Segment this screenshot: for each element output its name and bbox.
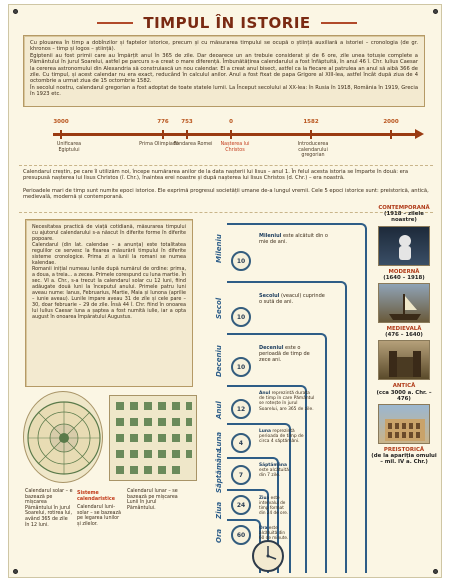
unit-desc-term: Secolul [259,293,280,299]
timeline-label: Fondarea Romei [173,142,213,147]
page-title: TIMPUL ÎN ISTORIE [143,14,311,32]
timeline-arrow-icon [415,129,424,139]
unit-desc-month [259,429,305,445]
calendar-paragraph-3: Romanii inițial numeau lunile după numărul de ordine: prima, a doua, a treia... a zecea. Primele corespund cu luna martie. În sec. VI a. Chr., s-a trecut la calendarul solar cu 12 luni, fiind adăugate două luni la începutul anului. Primele patru luni aveau nume: Ianus, Februarius, Martie, Maia și Iunona (aprilie – iunie aveau). Lunile impare aveau 31 de zile și cele pare – 30, doar februarie – 29 de zile. Însă 44 î. Chr. fiind în onoarea lui Iulius Caesar luna a șaptea a fost numită iulie, iar a opta august în onoarea împăratului Augustus. [32,266,186,320]
timeline-tick [60,130,62,139]
unit-name-decade: Deceniu [215,345,223,377]
modern-era-image [378,283,430,323]
intro-paragraph-2: Egiptenii au fost primii care au împărțit anul în 365 de zile. Dar deoarece un an trebuie considerat și de 6 ore, zile unea totușie complete a Pământului în jurul Soarelui, astfel pe parcurs s-a creat o mare diferență. Îmbunătățirea calendarului a fost înfăptuită, în anul 46 î. Chr. Iulius Caesar la cererea astronomului din Alexandria să construiască un nou calendar. El a creat anul bisect, astfel ca la fiecare al patrulea an anul să aibă 366 de zile. Cu timpul, și acest calendar nu era exact, reducând în calculul anilor. Anul a fost fixat de papa Grigore al XIII-lea, astfel încât după ziua de 4 octombrie a urmat ziua de 15 octombrie 1582. [30,52,418,85]
unit-count-circle: 7 [231,465,251,485]
era-title: PREISTORICĂ [383,447,425,454]
era-medieval [371,326,437,380]
era-prehistoric [371,447,437,466]
era-range: (1640 – 1918) [383,274,425,281]
unit-count-circle: 60 [231,525,251,545]
lunisolar-calendar-label: Calendarul luni-solar – se bazează pe legarea lunilor și zilelor. [77,505,121,527]
timeline-tick [186,130,188,139]
era-range: (1918 – zilele noastre) [384,211,424,224]
era-antiquity [371,383,437,444]
timeline-tick [390,130,392,139]
astronaut-icon [379,227,431,267]
timeline-tick [162,130,164,139]
timeline-year: 2000 [383,119,399,125]
unit-name-month: Luna [215,431,223,451]
timeline-label: Nașterea lui Christos [220,142,250,153]
unit-desc-text: reprezintă durata de timp în care Pământul se rotește în jurul Soarelui, are 365 de zile. [259,391,315,412]
era-range: (de la apariția omului – mil. IV a. Chr.) [371,453,437,466]
glyph-table-image [109,395,197,481]
calendar-illustrations [23,391,199,487]
timeline-tick [230,130,232,139]
time-units-scale [197,219,377,578]
unit-name-year: Anul [215,401,223,419]
timeline-year: 1582 [303,119,319,125]
unit-count-circle: 4 [231,433,251,453]
colosseum-image [378,404,430,444]
timeline-label: Unificarea Egiptului [56,142,82,153]
clock-icon [251,539,285,573]
era-range: (476 – 1640) [385,332,423,339]
unit-name-century: Secol [215,297,223,319]
title-rule-right [321,22,357,24]
era-modern [371,269,437,323]
ship-icon [379,284,431,324]
era-title: MEDIEVALĂ [386,326,422,333]
unit-name-hour: Ora [215,528,223,543]
unit-count-circle: 10 [231,307,251,327]
unit-desc-week [259,463,293,479]
unit-desc-text: este alcătuit din o mie de ani. [259,233,328,245]
lunar-calendar-label: Calendarul lunar – se bazează pe mișcarea Lunii în jurul Pământului. [127,489,178,511]
astronaut-image [378,226,430,266]
unit-desc-century [259,293,327,305]
medieval-era-image [378,340,430,380]
intro-text [24,36,424,102]
unit-desc-text: este intervalul de timp format din 24 de ore. [259,495,289,515]
timeline-label: Introducerea calendarului gregorian [297,142,329,159]
timeline-year: 753 [181,119,193,125]
solar-calendar-label: Calendarul solar – e bazează pe mișcarea Pământului în jurul Soarelui, rotirea lui, având 365 de zile în 12 luni. [25,489,73,528]
aztec-calendar-image [23,391,103,483]
era-title: MODERNĂ [388,268,420,275]
unit-count-circle: 12 [231,399,251,419]
unit-desc-millennium [259,233,329,245]
calendar-systems-label: Sisteme calendaristice [77,491,115,502]
unit-desc-text: reprezintă perioada de timp de circa 4 săptămâni. [259,429,304,445]
corner-rivet [13,9,18,14]
unit-desc-hour [259,525,289,540]
intro-paragraph-3: În secolul nostru, calendarul gregorian a fost adoptat de toate statele lumii. La Început secolului al XX-lea: în Rusia în 1918, România în 1919, Grecia în 1923 etc. [30,84,418,98]
era-range: (cca 3000 a. Chr. – 476) [376,389,432,402]
unit-desc-text: este alcătuită din 7 zile. [259,468,289,479]
castle-icon [379,341,431,381]
era-title: ANTICĂ [392,383,416,390]
corner-rivet [13,569,18,574]
title-bar [25,9,429,37]
unit-desc-decade [259,345,321,363]
unit-name-day: Ziua [215,501,223,519]
intro-paragraph-1: Cu plouarea în timp a dobînzilor și faptelor istorice, precum și cu măsurarea timpului se ocupă o știință auxiliară a istoriei – cronologia (de gr. khronos – timp și logos – știință). [30,40,418,53]
glyph-table-icon [110,396,198,482]
unit-desc-day [259,495,291,515]
historical-eras [371,205,437,577]
unit-desc-term: Mileniul [259,233,282,239]
era-title: CONTEMPORANĂ [378,205,430,211]
corner-rivet [433,9,438,14]
poster [8,4,442,578]
timeline-label: Prima Olimpiadă [139,142,179,147]
era-explanation-1: Calendarul creștin, pe care îl utilizăm noi, începe numărarea anilor de la data nașterii lui Iisus – anul 1. În felul acesta istoria se împarte în două: era presupusă nașterea lui Iisus Christos (î. Chr.), înaintea erei noastre și după nașterea lui Iisus Christos (d. Chr.) – era noastră. [23,169,409,182]
unit-name-week: Săptămâna [215,448,223,493]
unit-desc-year [259,391,315,412]
calendar-paragraph-1: Necesitatea practică de viață cotidiană, măsurarea timpului cu ajutorul calendarului s-a născut în diferite forme în diferite popoare. [32,224,186,242]
unit-desc-term: Ziua [259,495,270,500]
timeline [53,111,431,161]
unit-desc-term: Săptămâna [259,463,287,468]
calendar-paragraph-2: Calendarul (din lat. calendae – a anunța) este totalitatea regulilor ce servesc la fixarea măsurării timpului în diferite sisteme cronologice. Prima zi a lunii la romani se numea kalendae. [32,242,186,266]
calendar-text [26,220,192,324]
era-contemporary [371,205,437,266]
colosseum-icon [379,405,431,445]
unit-count-circle: 10 [231,357,251,377]
unit-desc-term: Deceniul [259,345,284,351]
timeline-year: 776 [157,119,169,125]
unit-desc-text: este alcătuită din 60 de minute. [259,525,289,540]
timeline-year: 3000 [53,119,69,125]
intro-scroll [23,35,425,107]
aztec-calendar-icon [24,392,104,484]
unit-desc-term: Ora [259,525,268,530]
unit-count-circle: 24 [231,495,251,515]
timeline-axis [53,133,417,136]
unit-desc-term: Anul [259,391,271,396]
unit-desc-term: Luna [259,429,272,434]
unit-desc-text: este o perioadă de timp de zece ani. [259,345,310,363]
timeline-year: 0 [229,119,233,125]
title-rule-left [97,22,133,24]
timeline-tick [310,130,312,139]
unit-name-millennium: Mileniu [215,234,223,263]
era-explanation-2: Perioadele mari de timp sunt numite epoci istorice. Ele exprimă progresul societății umane de-a lungul vremii. Cele 5 epoci istorice sunt: preistorică, antică, medievală, modernă și contemporană. [23,187,429,201]
unit-desc-text: (veacul) cuprinde o sută de ani. [259,293,325,305]
calendar-scroll [25,219,193,387]
unit-count-circle: 10 [231,251,251,271]
